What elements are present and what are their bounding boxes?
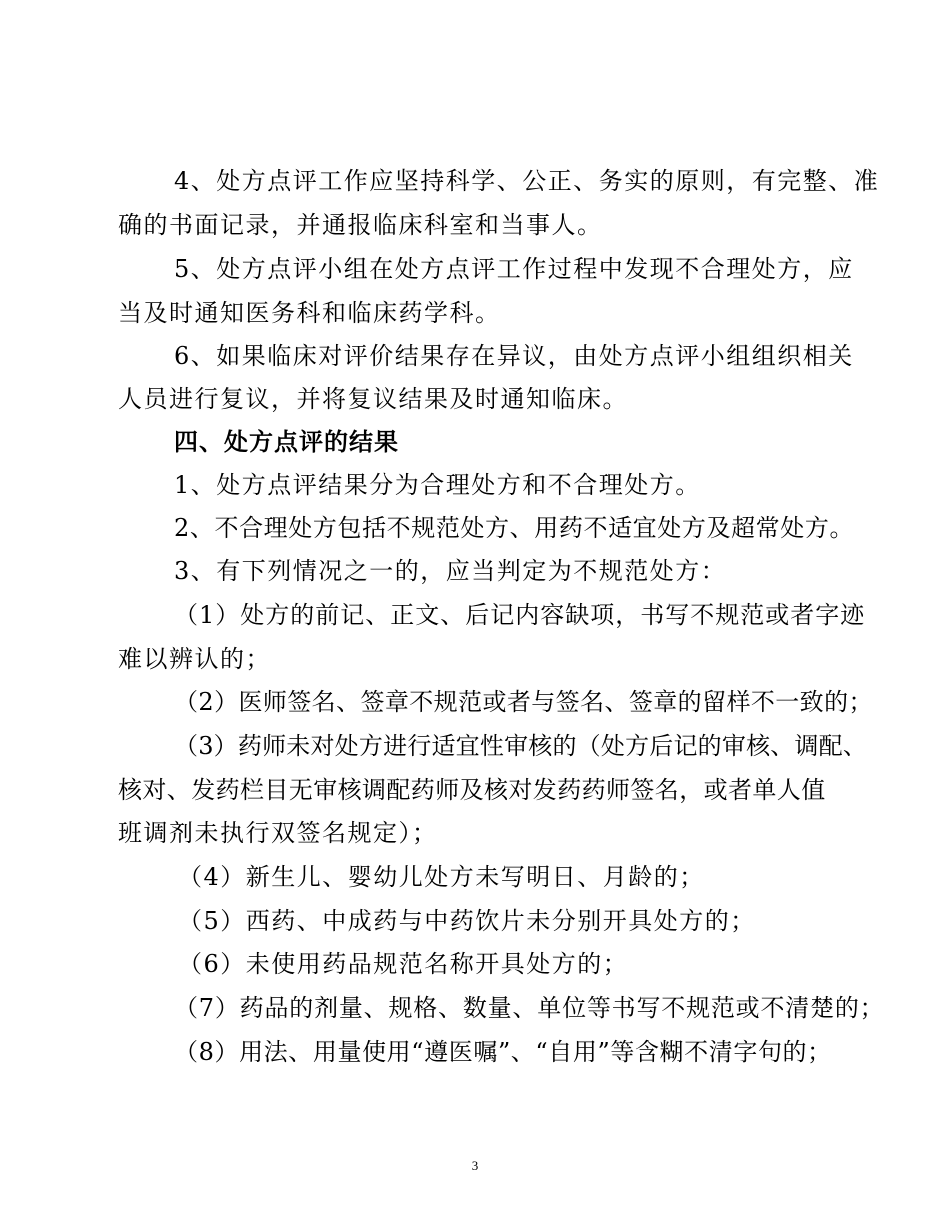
- list-item-line: （8）用法、用量使用“遵医嘱”、“自用”等含糊不清字句的；: [174, 1038, 832, 1066]
- paragraph-line: 确的书面记录，并通报临床科室和当事人。: [118, 211, 603, 239]
- list-item-line: （3）药师未对处方进行适宜性审核的（处方后记的审核、调配、: [174, 732, 868, 760]
- paragraph-line: 2、不合理处方包括不规范处方、用药不适宜处方及超常处方。: [174, 514, 855, 542]
- paragraph-line: 当及时通知医务科和临床药学科。: [118, 299, 501, 327]
- list-item-line: 班调剂未执行双签名规定）；: [118, 819, 438, 847]
- paragraph-line: 6、如果临床对评价结果存在异议，由处方点评小组组织相关: [174, 342, 854, 370]
- section-heading: 四、处方点评的结果: [174, 428, 399, 456]
- list-item-line: （4）新生儿、婴幼儿处方未写明日、月龄的；: [178, 863, 705, 891]
- list-item-line: （5）西药、中成药与中药饮片未分别开具处方的；: [178, 907, 756, 935]
- list-item-line: 难以辨认的；: [118, 645, 271, 673]
- paragraph-line: 人员进行复议，并将复议结果及时通知临床。: [118, 385, 628, 413]
- paragraph-line: 4、处方点评工作应坚持科学、公正、务实的原则，有完整、准: [174, 167, 880, 195]
- paragraph-line: 5、处方点评小组在处方点评工作过程中发现不合理处方，应: [174, 255, 854, 283]
- paragraph-line: 1、处方点评结果分为合理处方和不合理处方。: [174, 471, 701, 499]
- page-number: 3: [471, 1158, 479, 1173]
- paragraph-line: 3、有下列情况之一的，应当判定为不规范处方：: [174, 557, 727, 585]
- list-item-line: （2）医师签名、签章不规范或者与签名、签章的留样不一致的；: [174, 688, 873, 716]
- list-item-line: （6）未使用药品规范名称开具处方的；: [178, 950, 629, 978]
- list-item-line: （7）药品的剂量、规格、数量、单位等书写不规范或不清楚的；: [174, 994, 885, 1022]
- list-item-line: 核对、发药栏目无审核调配药师及核对发药药师签名，或者单人值: [118, 776, 826, 804]
- list-item-line: （1）处方的前记、正文、后记内容缺项，书写不规范或者字迹: [174, 601, 866, 629]
